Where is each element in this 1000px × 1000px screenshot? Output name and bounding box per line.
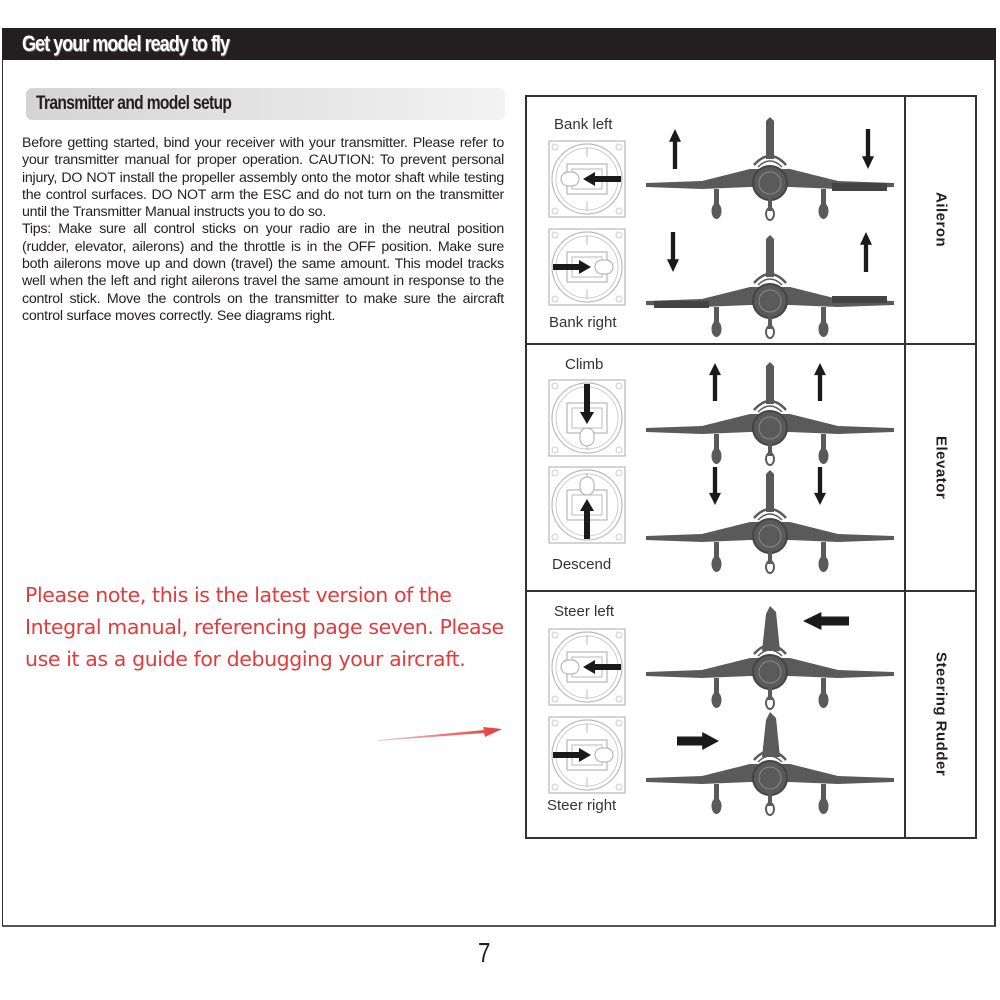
arrow-up-icon: [814, 363, 826, 401]
row-label-aileron: [907, 97, 975, 343]
page-title: Get your model ready to fly: [22, 31, 230, 56]
arrow-down-icon: [862, 129, 874, 169]
section-title: Transmitter and model setup: [36, 93, 232, 114]
red-pointer-arrow-icon: [376, 718, 506, 748]
arrow-right-icon: [677, 732, 719, 750]
stick-left-icon: [547, 627, 627, 707]
stick-caption-bottom: Bank right: [549, 314, 617, 331]
stick-caption-top: Steer left: [554, 603, 615, 620]
stick-caption-top: Climb: [565, 356, 604, 373]
airplane-icon: [642, 606, 898, 711]
arrow-up-icon: [709, 363, 721, 401]
arrow-down-icon: [814, 467, 826, 505]
red-note: Please note, this is the latest version of the Integral manual, referencing page seven. Please use it as a guide for debugging your aircraft.: [25, 583, 504, 671]
airplane-icon: [642, 712, 898, 817]
arrow-down-icon: [667, 232, 679, 272]
row-label-text: Aileron: [932, 192, 950, 248]
stick-caption-bottom: Descend: [552, 556, 612, 573]
arrow-up-icon: [669, 129, 681, 169]
stick-down-icon: [547, 378, 627, 458]
arrow-up-icon: [860, 232, 872, 272]
stick-right-icon: [547, 227, 627, 307]
row-label-text: Elevator: [932, 435, 950, 500]
section-heading-bar: [26, 88, 505, 120]
stick-caption-bottom: Steer right: [547, 797, 617, 814]
page-number: 7: [478, 937, 491, 968]
instructions-text: [22, 135, 504, 325]
arrow-left-icon: [803, 612, 849, 630]
row-label-elevator: [907, 345, 975, 590]
paragraph-tips: Tips: Make sure all control sticks on your radio are in the neutral position (rudder, elevator, ailerons) and the throttle is in the OFF position. Make sure both ailerons move up and down (travel) the same amount. This model tracks well when the left and right ailerons travel the same amount in response to the control stick. Move the controls on the transmitter to make sure the aircraft control surface moves correctly. See diagrams right.: [22, 221, 504, 324]
control-diagram-table: [525, 95, 977, 839]
header-bar: [2, 28, 996, 60]
row-label-text: Steering Rudder: [932, 652, 950, 777]
row-label-rudder: [907, 592, 975, 837]
airplane-icon: [642, 362, 898, 467]
airplane-icon: [642, 470, 898, 575]
stick-left-icon: [547, 139, 627, 219]
stick-caption-top: Bank left: [554, 116, 613, 133]
stick-up-icon: [547, 465, 627, 545]
paragraph-setup: Before getting started, bind your receiver with your transmitter. Please refer to your transmitter manual for proper operation. CAUTION: To prevent personal injury, DO NOT install the propeller assembly onto the motor shaft while testing the control surfaces. DO NOT arm the ESC and do not turn on the transmitter until the Transmitter Manual instructs you to do so.: [22, 135, 504, 221]
stick-right-icon: [547, 715, 627, 795]
arrow-down-icon: [709, 467, 721, 505]
